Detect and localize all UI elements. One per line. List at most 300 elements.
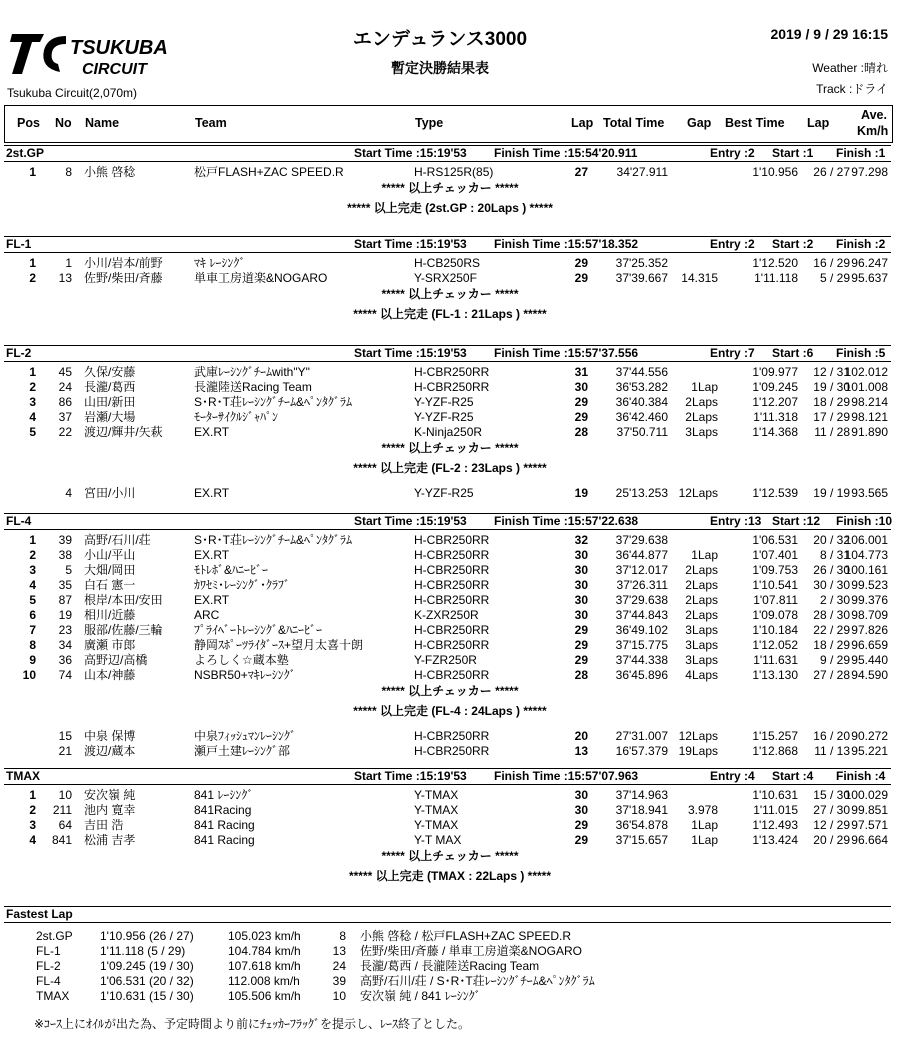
cell-best: 1'15.257 xyxy=(752,729,798,743)
cell-ave: 106.001 xyxy=(844,533,888,547)
cell-lap: 30 xyxy=(574,578,588,592)
result-row xyxy=(0,380,900,394)
cell-name: 廣瀬 市郎 xyxy=(84,638,136,652)
section-fin: Finish :5 xyxy=(836,346,886,360)
cell-pos: 1 xyxy=(29,256,36,270)
cell-name: 高野/石川/荘 xyxy=(84,533,151,547)
cell-total: 36'49.102 xyxy=(615,623,668,637)
cell-gap: 3Laps xyxy=(685,425,718,439)
result-row xyxy=(0,593,900,607)
cell-no: 19 xyxy=(58,608,72,622)
fastest-cls: TMAX xyxy=(36,989,70,1003)
cell-lap: 29 xyxy=(574,623,588,637)
cell-name: 渡辺/蔵本 xyxy=(84,744,136,758)
result-row xyxy=(0,533,900,547)
cell-name: 服部/佐藤/三輪 xyxy=(84,623,163,637)
cell-name: 吉田 浩 xyxy=(84,818,124,832)
result-row xyxy=(0,425,900,439)
section-header xyxy=(4,513,891,530)
result-row xyxy=(0,818,900,832)
checker-line: ***** 以上チェッカー ***** xyxy=(381,181,519,195)
fastest-lap-row xyxy=(0,944,900,958)
fastest-drv: 長瀧/葛西 / 長瀧陸送Racing Team xyxy=(360,959,540,973)
cell-lap: 29 xyxy=(574,256,588,270)
cell-no: 39 xyxy=(58,533,72,547)
col-ave: Ave. xyxy=(861,108,887,122)
fastest-drv: 小熊 啓稔 / 松戸FLASH+ZAC SPEED.R xyxy=(360,929,572,943)
result-row xyxy=(0,563,900,577)
col-lap: Lap xyxy=(571,116,594,130)
cell-name: 岩瀬/大場 xyxy=(84,410,136,424)
col-best-lap: Lap xyxy=(807,116,830,130)
cell-lap: 29 xyxy=(574,653,588,667)
result-row xyxy=(0,548,900,562)
fastest-spd: 104.784 km/h xyxy=(228,944,301,958)
cell-best: 1'10.541 xyxy=(752,578,798,592)
cell-total: 37'15.657 xyxy=(615,833,668,847)
result-row xyxy=(0,608,900,622)
cell-type: H-CBR250RR xyxy=(414,623,490,637)
cell-team: EX.RT xyxy=(194,548,230,562)
cell-best: 1'09.753 xyxy=(752,563,798,577)
cell-type: Y-TMAX xyxy=(414,803,459,817)
section-st: Start :6 xyxy=(772,346,814,360)
cell-total: 37'44.843 xyxy=(615,608,668,622)
cell-total: 25'13.253 xyxy=(615,486,668,500)
fastest-cls: 2st.GP xyxy=(36,929,73,943)
complete-line: ***** 以上完走 (FL-4 : 24Laps ) ***** xyxy=(353,704,547,718)
cell-no: 5 xyxy=(65,563,72,577)
cell-team: 841 ﾚｰｼﾝｸﾞ xyxy=(194,788,254,802)
cell-lap: 20 xyxy=(574,729,588,743)
cell-name: 相川/近藤 xyxy=(84,608,136,622)
cell-total: 37'26.311 xyxy=(616,578,668,592)
cell-pos: 1 xyxy=(29,165,36,179)
cell-lap: 30 xyxy=(574,548,588,562)
cell-type: H-CBR250RR xyxy=(414,668,490,682)
svg-text:CIRCUIT: CIRCUIT xyxy=(82,61,147,78)
cell-no: 10 xyxy=(58,788,72,802)
section-st: Start :12 xyxy=(772,514,821,528)
cell-no: 37 xyxy=(58,410,72,424)
cell-blap: 22 / 29 xyxy=(813,623,850,637)
track-name: Tsukuba Circuit(2,070m) xyxy=(7,86,138,100)
cell-best: 1'09.245 xyxy=(752,380,798,394)
section-header xyxy=(4,345,891,362)
cell-lap: 30 xyxy=(574,788,588,802)
cell-ave: 95.440 xyxy=(851,653,888,667)
section-finish: Finish Time :15:57'18.352 xyxy=(494,237,639,251)
cell-best: 1'11.318 xyxy=(753,410,798,424)
cell-best: 1'12.493 xyxy=(752,818,798,832)
cell-blap: 19 / 19 xyxy=(813,486,850,500)
cell-total: 36'40.384 xyxy=(615,395,668,409)
section-header xyxy=(4,145,891,162)
section-entry: Entry :2 xyxy=(710,237,755,251)
fastest-lap-header xyxy=(4,906,891,923)
cell-name: 長瀧/葛西 xyxy=(84,380,136,394)
cell-gap: 1Lap xyxy=(691,818,718,832)
cell-ave: 96.247 xyxy=(851,256,888,270)
cell-blap: 8 / 31 xyxy=(819,548,850,562)
cell-gap: 12Laps xyxy=(678,486,718,500)
cell-blap: 12 / 29 xyxy=(813,818,850,832)
cell-pos: 8 xyxy=(29,638,36,652)
cell-name: 宮田/小川 xyxy=(84,486,136,500)
cell-type: H-CBR250RR xyxy=(414,548,490,562)
cell-pos: 10 xyxy=(22,668,36,682)
section-finish: Finish Time :15:57'22.638 xyxy=(494,514,639,528)
cell-name: 佐野/柴田/斉藤 xyxy=(84,271,163,285)
cell-no: 841 xyxy=(51,833,72,847)
cell-pos: 7 xyxy=(29,623,36,637)
cell-blap: 26 / 30 xyxy=(813,563,850,577)
complete-line: ***** 以上完走 (FL-2 : 23Laps ) ***** xyxy=(353,461,547,475)
cell-lap: 32 xyxy=(574,533,588,547)
cell-lap: 29 xyxy=(574,833,588,847)
cell-no: 211 xyxy=(52,803,72,817)
cell-pos: 4 xyxy=(29,833,36,847)
cell-ave: 93.565 xyxy=(851,486,888,500)
checker-line: ***** 以上チェッカー ***** xyxy=(381,684,519,698)
cell-name: 高野辺/高橋 xyxy=(84,653,148,667)
page-subtitle: 暫定決勝結果表 xyxy=(391,60,489,76)
cell-name: 池内 寛幸 xyxy=(84,803,136,817)
cell-pos: 4 xyxy=(29,578,36,592)
cell-name: 安次嶺 純 xyxy=(84,788,136,802)
cell-type: Y-YZF-R25 xyxy=(414,410,474,424)
cell-blap: 15 / 30 xyxy=(813,788,850,802)
cell-ave: 96.664 xyxy=(851,833,888,847)
section-fin: Finish :2 xyxy=(836,237,886,251)
cell-best: 1'11.015 xyxy=(753,803,798,817)
result-row xyxy=(0,744,900,758)
cell-total: 37'12.017 xyxy=(615,563,668,577)
cell-pos: 9 xyxy=(29,653,36,667)
cell-name: 小熊 啓稔 xyxy=(84,165,136,179)
col-gap: Gap xyxy=(687,116,712,130)
cell-lap: 19 xyxy=(574,486,588,500)
cell-no: 87 xyxy=(58,593,72,607)
fastest-lap-row xyxy=(0,989,900,1003)
cell-lap: 30 xyxy=(574,563,588,577)
cell-gap: 2Laps xyxy=(685,410,718,424)
cell-team: EX.RT xyxy=(194,425,230,439)
checker-line: ***** 以上チェッカー ***** xyxy=(381,441,519,455)
cell-gap: 4Laps xyxy=(685,668,718,682)
cell-total: 36'45.896 xyxy=(615,668,668,682)
cell-no: 36 xyxy=(58,653,72,667)
result-row xyxy=(0,729,900,743)
cell-type: H-CBR250RR xyxy=(414,380,490,394)
cell-lap: 31 xyxy=(574,365,588,379)
cell-pos: 2 xyxy=(29,548,36,562)
cell-type: H-CBR250RR xyxy=(414,365,490,379)
cell-gap: 1Lap xyxy=(691,548,718,562)
cell-best: 1'09.078 xyxy=(752,608,798,622)
cell-best: 1'07.401 xyxy=(752,548,798,562)
col-type: Type xyxy=(415,116,444,130)
fastest-drv: 佐野/柴田/斉藤 / 単車工房道楽&NOGARO xyxy=(360,944,583,958)
cell-ave: 104.773 xyxy=(844,548,888,562)
cell-pos: 3 xyxy=(29,818,36,832)
result-row xyxy=(0,803,900,817)
cell-pos: 1 xyxy=(29,365,36,379)
fastest-spd: 105.023 km/h xyxy=(228,929,301,943)
cell-lap: 30 xyxy=(574,608,588,622)
cell-lap: 27 xyxy=(574,165,588,179)
result-row xyxy=(0,365,900,379)
cell-gap: 2Laps xyxy=(685,395,718,409)
fastest-lap-row xyxy=(0,959,900,973)
cell-type: H-CBR250RR xyxy=(414,563,490,577)
cell-blap: 27 / 30 xyxy=(813,803,850,817)
cell-pos: 1 xyxy=(29,533,36,547)
cell-ave: 95.221 xyxy=(851,744,888,758)
weather-info: Weather :晴れ xyxy=(812,61,888,75)
cell-type: H-CBR250RR xyxy=(414,744,490,758)
cell-blap: 19 / 30 xyxy=(813,380,850,394)
cell-type: H-CB250RS xyxy=(414,256,481,270)
cell-team: 武庫ﾚｰｼﾝｸﾞﾁｰﾑwith"Y" xyxy=(194,365,310,379)
fastest-time: 1'09.245 (19 / 30) xyxy=(100,959,194,973)
cell-best: 1'13.130 xyxy=(752,668,798,682)
cell-type: Y-T MAX xyxy=(414,833,462,847)
cell-ave: 97.826 xyxy=(851,623,888,637)
cell-pos: 2 xyxy=(29,380,36,394)
cell-lap: 28 xyxy=(574,425,588,439)
section-start: Start Time :15:19'53 xyxy=(354,146,467,160)
cell-no: 1 xyxy=(65,256,72,270)
cell-best: 1'14.368 xyxy=(752,425,798,439)
result-row xyxy=(0,638,900,652)
cell-gap: 14.315 xyxy=(681,271,718,285)
cell-team: 単車工房道楽&NOGARO xyxy=(194,271,328,285)
result-row xyxy=(0,668,900,682)
cell-team: ARC xyxy=(194,608,220,622)
cell-no: 24 xyxy=(58,380,72,394)
fastest-no: 10 xyxy=(332,989,346,1003)
fastest-time: 1'11.118 (5 / 29) xyxy=(100,944,186,958)
cell-team: EX.RT xyxy=(194,593,230,607)
cell-no: 4 xyxy=(65,486,72,500)
cell-name: 中泉 保博 xyxy=(84,729,136,743)
col-no: No xyxy=(55,116,72,130)
cell-team: 841 Racing xyxy=(194,833,255,847)
cell-ave: 99.376 xyxy=(851,593,888,607)
col-total-time: Total Time xyxy=(603,116,665,130)
cell-blap: 12 / 31 xyxy=(813,365,850,379)
cell-total: 36'42.460 xyxy=(615,410,668,424)
cell-blap: 30 / 30 xyxy=(813,578,850,592)
cell-pos: 4 xyxy=(29,410,36,424)
cell-name: 小山/平山 xyxy=(84,548,136,562)
section-fin: Finish :4 xyxy=(836,769,886,783)
cell-best: 1'10.956 xyxy=(752,165,798,179)
result-row xyxy=(0,833,900,847)
section-name: FL-1 xyxy=(6,237,32,251)
cell-ave: 99.523 xyxy=(851,578,888,592)
cell-team: 841Racing xyxy=(194,803,252,817)
cell-best: 1'07.811 xyxy=(753,593,798,607)
complete-line: ***** 以上完走 (TMAX : 22Laps ) ***** xyxy=(348,869,552,883)
cell-type: K-ZXR250R xyxy=(414,608,479,622)
cell-gap: 2Laps xyxy=(685,578,718,592)
cell-pos: 5 xyxy=(29,593,36,607)
section-entry: Entry :2 xyxy=(710,146,755,160)
cell-ave: 94.590 xyxy=(851,668,888,682)
fastest-spd: 112.008 km/h xyxy=(228,974,300,988)
cell-lap: 29 xyxy=(574,271,588,285)
cell-ave: 100.161 xyxy=(844,563,888,577)
section-finish: Finish Time :15:57'37.556 xyxy=(494,346,639,360)
cell-no: 22 xyxy=(58,425,72,439)
cell-name: 根岸/本田/安田 xyxy=(84,593,163,607)
cell-blap: 16 / 29 xyxy=(813,256,850,270)
section-entry: Entry :7 xyxy=(710,346,755,360)
cell-no: 15 xyxy=(58,729,72,743)
cell-name: 小川/岩本/前野 xyxy=(84,256,163,270)
fastest-cls: FL-1 xyxy=(36,944,61,958)
col-name: Name xyxy=(85,116,120,130)
fastest-drv: 安次嶺 純 / 841 ﾚｰｼﾝｸﾞ xyxy=(360,989,481,1003)
cell-lap: 29 xyxy=(574,395,588,409)
section-fin: Finish :10 xyxy=(836,514,893,528)
cell-gap: 2Laps xyxy=(685,608,718,622)
result-row xyxy=(0,486,900,500)
cell-team: 静岡ｽﾎﾟｰﾂﾗｲﾀﾞｰｽ+望月太喜十朗 xyxy=(194,638,364,652)
cell-best: 1'12.207 xyxy=(752,395,798,409)
cell-team: よろしく☆蔵本塾 xyxy=(194,653,289,667)
cell-pos: 6 xyxy=(29,608,36,622)
section-st: Start :2 xyxy=(772,237,814,251)
cell-total: 27'31.007 xyxy=(615,729,668,743)
result-row xyxy=(0,653,900,667)
cell-no: 86 xyxy=(58,395,72,409)
cell-team: ﾓﾄﾚﾎﾞ&ﾊﾆｰﾋﾞｰ xyxy=(194,563,269,577)
cell-blap: 17 / 29 xyxy=(813,410,850,424)
cell-type: Y-SRX250F xyxy=(414,271,477,285)
cell-lap: 29 xyxy=(574,818,588,832)
cell-team: ｶﾜｾﾐ･ﾚｰｼﾝｸﾞ･ｸﾗﾌﾞ xyxy=(194,578,291,592)
cell-total: 36'44.877 xyxy=(615,548,668,562)
cell-blap: 11 / 28 xyxy=(814,425,850,439)
cell-best: 1'13.424 xyxy=(752,833,798,847)
cell-no: 74 xyxy=(58,668,72,682)
cell-blap: 20 / 32 xyxy=(813,533,850,547)
result-row xyxy=(0,410,900,424)
cell-team: 長瀧陸送Racing Team xyxy=(194,380,312,394)
fastest-drv: 高野/石川/荘 / S･R･T荘ﾚｰｼﾝｸﾞﾁｰﾑ&ﾍﾟﾝﾀｸﾞﾗﾑ xyxy=(360,974,595,988)
cell-gap: 1Lap xyxy=(691,380,718,394)
result-row xyxy=(0,271,900,285)
cell-pos: 3 xyxy=(29,563,36,577)
cell-ave: 97.298 xyxy=(851,165,888,179)
col-best-time: Best Time xyxy=(725,116,785,130)
cell-pos: 2 xyxy=(29,803,36,817)
fastest-spd: 107.618 km/h xyxy=(228,959,301,973)
cell-blap: 27 / 28 xyxy=(813,668,850,682)
cell-name: 久保/安藤 xyxy=(84,365,136,379)
section-entry: Entry :4 xyxy=(710,769,755,783)
cell-type: H-CBR250RR xyxy=(414,533,490,547)
col-team: Team xyxy=(195,116,227,130)
section-st: Start :1 xyxy=(772,146,814,160)
cell-total: 37'29.638 xyxy=(615,593,668,607)
cell-ave: 98.709 xyxy=(851,608,888,622)
cell-team: NSBR50+ﾏｷﾚｰｼﾝｸﾞ xyxy=(194,668,296,682)
cell-type: Y-YZF-R25 xyxy=(414,395,474,409)
cell-name: 大畑/岡田 xyxy=(84,563,136,577)
cell-type: H-CBR250RR xyxy=(414,729,490,743)
cell-lap: 30 xyxy=(574,380,588,394)
cell-best: 1'09.977 xyxy=(752,365,798,379)
section-start: Start Time :15:19'53 xyxy=(354,346,467,360)
cell-lap: 30 xyxy=(574,593,588,607)
cell-type: Y-FZR250R xyxy=(414,653,477,667)
cell-ave: 90.272 xyxy=(851,729,888,743)
fastest-time: 1'06.531 (20 / 32) xyxy=(100,974,194,988)
section-entry: Entry :13 xyxy=(710,514,762,528)
cell-type: Y-TMAX xyxy=(414,788,459,802)
cell-best: 1'06.531 xyxy=(752,533,798,547)
cell-ave: 97.571 xyxy=(851,818,888,832)
cell-total: 36'54.878 xyxy=(615,818,668,832)
cell-name: 白石 憲一 xyxy=(84,578,136,592)
cell-no: 21 xyxy=(58,744,72,758)
cell-gap: 2Laps xyxy=(685,563,718,577)
cell-best: 1'12.520 xyxy=(752,256,798,270)
complete-line: ***** 以上完走 (FL-1 : 21Laps ) ***** xyxy=(353,307,547,321)
svg-text:TSUKUBA: TSUKUBA xyxy=(70,37,168,59)
fastest-cls: FL-4 xyxy=(36,974,61,988)
section-header xyxy=(4,236,891,253)
checker-line: ***** 以上チェッカー ***** xyxy=(381,287,519,301)
complete-line: ***** 以上完走 (2st.GP : 20Laps ) ***** xyxy=(347,201,553,215)
cell-total: 37'14.963 xyxy=(615,788,668,802)
cell-gap: 19Laps xyxy=(678,744,718,758)
cell-no: 13 xyxy=(58,271,72,285)
cell-ave: 91.890 xyxy=(851,425,888,439)
fastest-spd: 105.506 km/h xyxy=(228,989,301,1003)
cell-no: 38 xyxy=(58,548,72,562)
result-row xyxy=(0,165,900,179)
cell-no: 8 xyxy=(65,165,72,179)
cell-total: 37'29.638 xyxy=(615,533,668,547)
section-st: Start :4 xyxy=(772,769,814,783)
cell-best: 1'12.868 xyxy=(752,744,798,758)
cell-type: Y-TMAX xyxy=(414,818,459,832)
result-row xyxy=(0,623,900,637)
cell-total: 37'44.338 xyxy=(615,653,668,667)
cell-name: 山本/神藤 xyxy=(84,668,136,682)
fastest-no: 24 xyxy=(332,959,346,973)
cell-total: 37'18.941 xyxy=(615,803,668,817)
cell-best: 1'11.631 xyxy=(753,653,798,667)
result-row xyxy=(0,578,900,592)
cell-total: 37'44.556 xyxy=(615,365,668,379)
cell-ave: 98.121 xyxy=(851,410,888,424)
cell-gap: 12Laps xyxy=(678,729,718,743)
report-datetime: 2019 / 9 / 29 16:15 xyxy=(770,26,888,42)
section-start: Start Time :15:19'53 xyxy=(354,514,467,528)
cell-blap: 20 / 29 xyxy=(813,833,850,847)
cell-name: 山田/新田 xyxy=(84,395,136,409)
cell-total: 37'25.352 xyxy=(615,256,668,270)
cell-best: 1'10.631 xyxy=(752,788,798,802)
cell-best: 1'12.539 xyxy=(752,486,798,500)
section-fin: Finish :1 xyxy=(836,146,886,160)
